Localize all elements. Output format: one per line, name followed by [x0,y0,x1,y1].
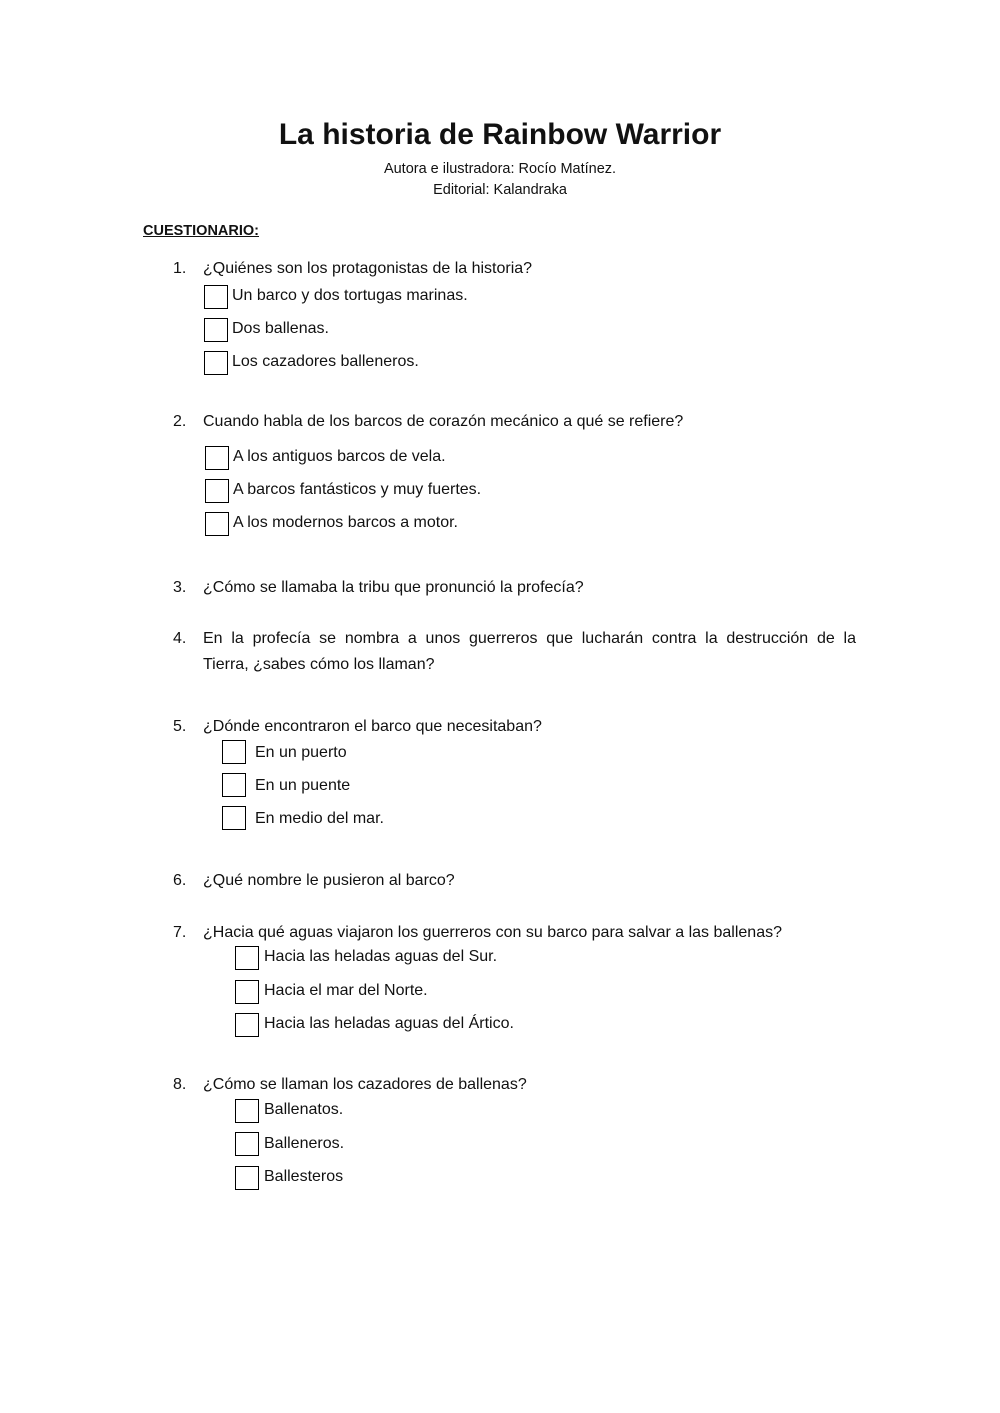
checkbox[interactable] [204,318,228,342]
option-label: En un puerto [255,744,347,761]
question-number: 5. [173,718,187,735]
checkbox[interactable] [235,1099,259,1123]
question-text-line-2: Tierra, ¿sabes cómo los llaman? [203,656,435,673]
checkbox[interactable] [204,285,228,309]
checkbox[interactable] [235,1132,259,1156]
question-number: 6. [173,872,187,889]
section-heading: CUESTIONARIO: [143,223,259,239]
checkbox[interactable] [222,740,246,764]
checkbox[interactable] [204,351,228,375]
checkbox[interactable] [205,512,229,536]
option-label: Dos ballenas. [232,320,329,337]
question-text: ¿Dónde encontraron el barco que necesitaban? [203,718,542,735]
option-label: A los antiguos barcos de vela. [233,448,446,465]
checkbox[interactable] [235,1166,259,1190]
option-label: Ballenatos. [264,1101,344,1118]
option-label: Ballesteros [264,1168,344,1185]
question-number: 4. [173,630,187,647]
question-number: 3. [173,579,187,596]
question-number: 7. [173,924,187,941]
question-text-line-1: En la profecía se nombra a unos guerreros que lucharán contra la destrucción de la [203,630,856,647]
option-label: Balleneros. [264,1135,345,1152]
option-label: Un barco y dos tortugas marinas. [232,287,468,304]
question-number: 1. [173,260,187,277]
option-label: A barcos fantásticos y muy fuertes. [233,481,482,498]
option-label: Hacia el mar del Norte. [264,982,428,999]
question-text: ¿Hacia qué aguas viajaron los guerreros con su barco para salvar a las ballenas? [203,924,782,941]
option-label: En medio del mar. [255,810,384,827]
question-text: ¿Cómo se llaman los cazadores de ballenas? [203,1076,527,1093]
checkbox[interactable] [222,773,246,797]
option-label: Los cazadores balleneros. [232,353,419,370]
question-number: 8. [173,1076,187,1093]
page-title: La historia de Rainbow Warrior [278,118,722,151]
checkbox[interactable] [235,946,259,970]
question-text: ¿Quiénes son los protagonistas de la historia? [203,260,533,277]
option-label: Hacia las heladas aguas del Sur. [264,948,498,965]
option-label: Hacia las heladas aguas del Ártico. [264,1015,514,1032]
author-line: Autora e ilustradora: Rocío Matínez. [383,161,617,177]
option-label: En un puente [255,777,351,794]
checkbox[interactable] [205,446,229,470]
checkbox[interactable] [235,1013,259,1037]
question-text: ¿Cómo se llamaba la tribu que pronunció la profecía? [203,579,584,596]
publisher-line: Editorial: Kalandraka [433,182,567,198]
checkbox[interactable] [205,479,229,503]
checkbox[interactable] [222,806,246,830]
question-text: ¿Qué nombre le pusieron al barco? [203,872,455,889]
question-number: 2. [173,413,187,430]
question-text: Cuando habla de los barcos de corazón mecánico a qué se refiere? [203,413,684,430]
option-label: A los modernos barcos a motor. [233,514,458,531]
checkbox[interactable] [235,980,259,1004]
